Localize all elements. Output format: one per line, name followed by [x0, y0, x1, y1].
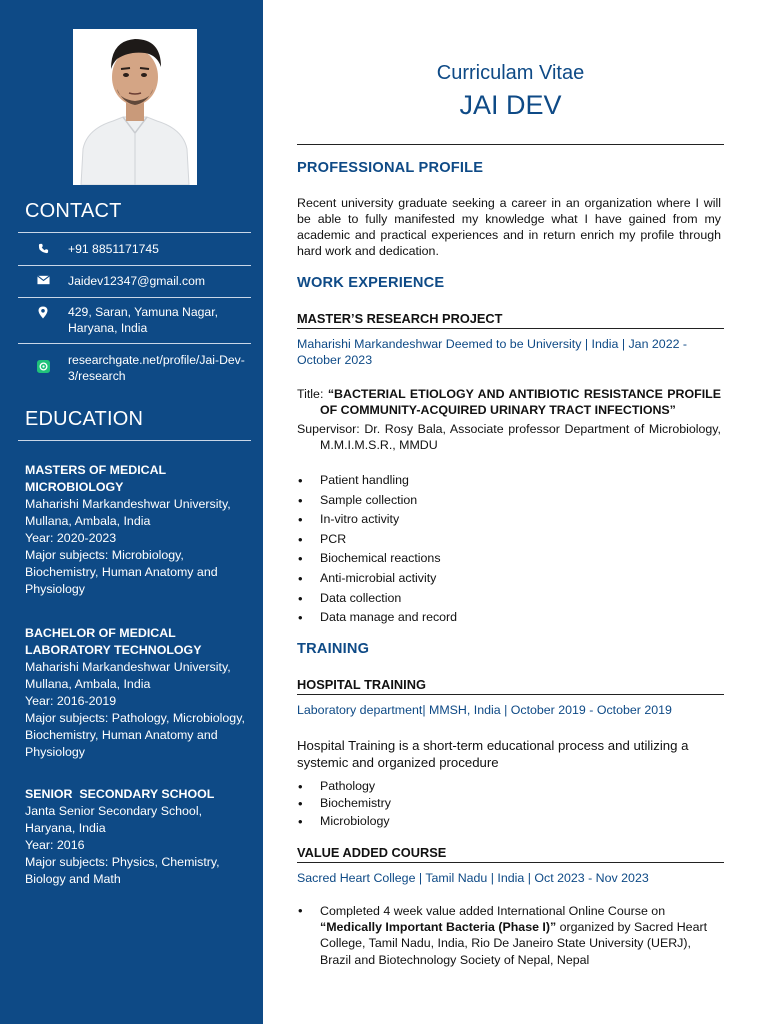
- divider: [297, 328, 724, 329]
- list-item: • Biochemistry: [297, 795, 721, 812]
- profile-text: Recent university graduate seeking a career in an organization where I will be able to fully manifested my knowledge what I have gained from my academic and practical experiences and in return enrich my profile through hard work and dedication.: [297, 196, 721, 258]
- contact-address: [18, 304, 251, 336]
- hospital-training-heading: HOSPITAL TRAINING: [297, 677, 426, 692]
- research-project-heading: MASTER’S RESEARCH PROJECT: [297, 311, 503, 326]
- list-item: • Microbiology: [297, 813, 721, 830]
- education-entry-secondary: [25, 786, 250, 888]
- training-heading: TRAINING: [297, 641, 370, 657]
- list-item: • Pathology: [297, 778, 721, 795]
- course-org: Sacred Heart College | Tamil Nadu | India | Oct 2023 - Nov 2023: [297, 871, 649, 885]
- course-list: [297, 903, 721, 968]
- list-item: • Anti-microbial activity: [297, 569, 721, 589]
- profile-heading: PROFESSIONAL PROFILE: [297, 160, 484, 176]
- list-item: • In-vitro activity: [297, 510, 721, 530]
- contact-email: [18, 273, 251, 289]
- phone-number[interactable]: +91 8851171745: [68, 242, 159, 256]
- institution: Maharishi Markandeshwar University, Mullana, Ambala, India: [25, 497, 231, 528]
- education-entry-masters: [25, 462, 250, 598]
- subjects: Major subjects: Microbiology, Biochemistry, Human Anatomy and Physiology: [25, 548, 218, 596]
- list-item: [297, 903, 721, 968]
- divider: [297, 862, 724, 863]
- year: Year: 2020-2023: [25, 531, 117, 545]
- degree: BACHELOR OF MEDICAL LABORATORY TECHNOLOGY: [25, 626, 202, 657]
- divider: [297, 694, 724, 695]
- training-org: Laboratory department| MMSH, India | October 2019 - October 2019: [297, 703, 672, 717]
- header-divider: [297, 144, 724, 145]
- list-item: • Biochemical reactions: [297, 549, 721, 569]
- project-title: [297, 386, 721, 418]
- divider: [18, 440, 251, 441]
- value-added-course-heading: VALUE ADDED COURSE: [297, 845, 447, 860]
- email-address[interactable]: Jaidev12347@gmail.com: [68, 274, 206, 288]
- research-org: Maharishi Markandeshwar Deemed to be University | India | Jan 2022 - October 2023: [297, 337, 688, 367]
- location-pin-icon: [18, 304, 68, 319]
- degree: MASTERS OF MEDICAL MICROBIOLOGY: [25, 463, 166, 494]
- list-item: • Sample collection: [297, 491, 721, 511]
- profile-photo: [73, 29, 197, 185]
- project-title-text: “BACTERIAL ETIOLOGY AND ANTIBIOTIC RESISTANCE PROFILE OF COMMUNITY-ACQUIRED URINARY TRACT INFECTIONS”: [320, 387, 721, 417]
- training-list: [297, 778, 721, 830]
- email-icon: [18, 273, 68, 285]
- education-heading: EDUCATION: [25, 408, 144, 430]
- year: Year: 2016: [25, 838, 85, 852]
- address: 429, Saran, Yamuna Nagar, Haryana, India: [68, 305, 218, 335]
- project-title-label: Title:: [297, 387, 328, 401]
- person-name: JAI DEV: [459, 90, 562, 120]
- contact-phone: [18, 241, 251, 257]
- list-item: • PCR: [297, 530, 721, 550]
- training-description: Hospital Training is a short-term educational process and utilizing a systemic and organized procedure: [297, 738, 689, 770]
- researchgate-icon: [18, 352, 68, 373]
- divider: [18, 232, 251, 233]
- work-skills-list: [297, 471, 721, 628]
- cv-label: Curriculam Vitae: [436, 62, 585, 84]
- year: Year: 2016-2019: [25, 694, 117, 708]
- phone-icon: [18, 241, 68, 254]
- course-text-before: Completed 4 week value added International Online Course on: [320, 904, 666, 918]
- list-item: • Data collection: [297, 589, 721, 609]
- course-text-after: organized by Sacred Heart College, Tamil Nadu, India, Rio De Janeiro State University (UERJ), Brazil and Biotechnology Society of Nepal, Nepal: [320, 920, 708, 967]
- divider: [18, 265, 251, 266]
- divider: [18, 297, 251, 298]
- sidebar: [0, 0, 263, 1024]
- researchgate-link[interactable]: researchgate.net/profile/Jai-Dev-3/research: [68, 353, 245, 383]
- list-item: • Patient handling: [297, 471, 721, 491]
- supervisor: Supervisor: Dr. Rosy Bala, Associate professor Department of Microbiology, M.M.I.M.S.R., MMDU: [297, 422, 721, 452]
- institution: Janta Senior Secondary School, Haryana, India: [25, 804, 203, 835]
- list-item: • Data manage and record: [297, 608, 721, 628]
- degree: SENIOR SECONDARY SCHOOL: [25, 787, 215, 801]
- contact-heading: CONTACT: [25, 200, 122, 222]
- subjects: Major subjects: Pathology, Microbiology, Biochemistry, Human Anatomy and Physiology: [25, 711, 245, 759]
- contact-researchgate: [18, 352, 251, 384]
- subjects: Major subjects: Physics, Chemistry, Biology and Math: [25, 855, 220, 886]
- institution: Maharishi Markandeshwar University, Mullana, Ambala, India: [25, 660, 231, 691]
- course-name: “Medically Important Bacteria (Phase I)”: [320, 920, 557, 935]
- education-entry-bachelor: [25, 625, 250, 761]
- work-heading: WORK EXPERIENCE: [297, 275, 445, 291]
- divider: [18, 343, 251, 344]
